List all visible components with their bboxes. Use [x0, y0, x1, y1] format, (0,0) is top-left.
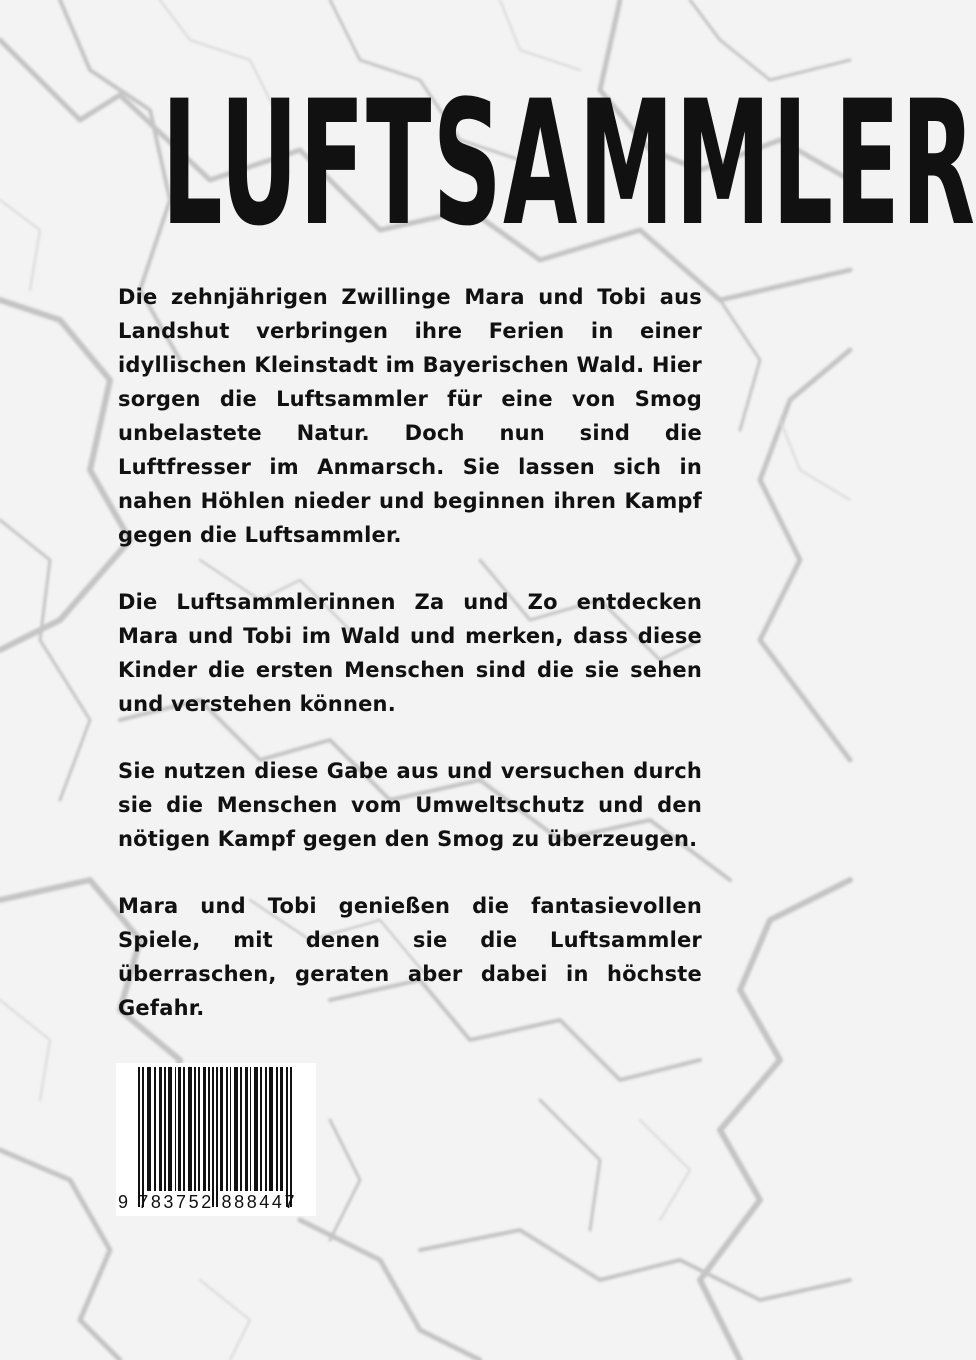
- blurb-paragraph-3: Sie nutzen diese Gabe aus und versuchen durch sie die Menschen vom Umweltschutz und den nötigen Kampf gegen den Smog zu überzeugen.: [118, 759, 702, 851]
- isbn-barcode: [116, 1063, 316, 1216]
- blurb-text: [118, 280, 702, 1058]
- blurb-paragraph-4: Mara und Tobi genießen die fantasievollen Spiele, mit denen sie die Luftsammler überraschen, geraten aber dabei in höchste Gefahr.: [118, 894, 702, 1020]
- blurb-paragraph-1: Die zehnjährigen Zwillinge Mara und Tobi aus Landshut verbringen ihre Ferien in einer idyllischen Kleinstadt im Bayerischen Wald. Hier sorgen die Luftsammler für eine von Smog unbelastete Natur. Doch nun sind die Luftfresser im Anmarsch. Sie lassen sich in nahen Höhlen nieder und beginnen ihren Kampf gegen die Luftsammler.: [118, 285, 702, 547]
- blurb-paragraph-2: Die Luftsammlerinnen Za und Zo entdecken Mara und Tobi im Wald und merken, dass diese Kinder die ersten Menschen sind die sie sehen und verstehen können.: [118, 590, 702, 716]
- isbn-number: 9 783752 888447: [118, 1192, 298, 1212]
- book-title: LUFTSAMMLER: [161, 63, 976, 264]
